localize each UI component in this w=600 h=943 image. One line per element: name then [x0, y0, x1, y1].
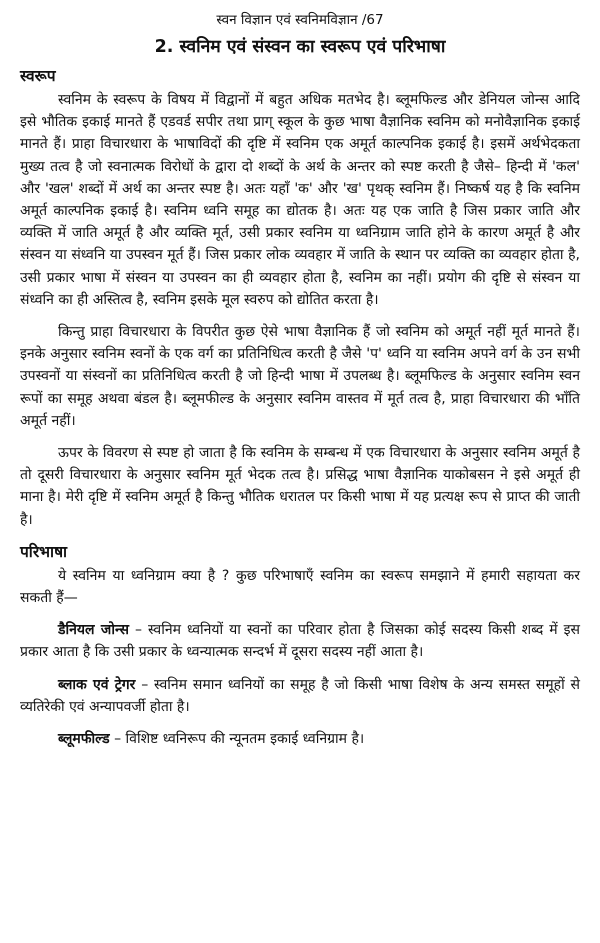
definition-daniel-jones	[20, 619, 580, 663]
running-head: स्वन विज्ञान एवं स्वनिमविज्ञान /67	[216, 12, 384, 28]
definition-bloomfield	[20, 728, 580, 750]
paragraph: ऊपर के विवरण से स्पष्ट हो जाता है कि स्वनिम के सम्बन्ध में एक विचारधारा के अनुसार स्वनिम अमूर्त है तो दूसरी विचारधारा के अनुसार स्वनिम मूर्त भेदक तत्व है। प्रसिद्ध भाषा वैज्ञानिक याकोबसन ने इसे अमूर्त ही माना है। मेरी दृष्टि में स्वनिम अमूर्त है किन्तु भौतिक धरातल पर किसी भाषा में यह प्रत्यक्ष रूप से प्राप्त की जाती है।	[20, 445, 580, 528]
section-heading-swaroop: स्वरूप	[20, 67, 56, 85]
definition-text: – स्वनिम समान ध्वनियों का समूह है जो किसी भाषा विशेष के अन्य समस्त समूहों से व्यतिरेकी एवं अन्यापवर्जी होता है।	[20, 676, 580, 715]
section-heading-paribhasha: परिभाषा	[20, 542, 68, 561]
chapter-title: 2. स्वनिम एवं संस्वन का स्वरूप एवं परिभाषा	[154, 37, 446, 57]
definition-text: – विशिष्ट ध्वनिरूप की न्यूनतम इकाई ध्वनिग्राम है।	[109, 731, 365, 748]
definition-text: – स्वनिम ध्वनियों या स्वनों का परिवार होता है जिसका कोई सदस्य किसी शब्द में इस प्रकार आता है कि उसी प्रकार के ध्वन्यात्मक सन्दर्भ में दूसरा सदस्य नहीं आता है।	[20, 622, 581, 661]
definition-term: ब्लूमफील्ड	[58, 731, 110, 748]
paragraph: किन्तु प्राहा विचारधारा के विपरीत कुछ ऐसे भाषा वैज्ञानिक हैं जो स्वनिम को अमूर्त नहीं मूर्त मानते हैं। इनके अनुसार स्वनिम स्वनों के एक वर्ग का प्रतिनिधित्व करती है जैसे 'प' ध्वनि या स्वनिम अपने वर्ग के उन सभी उपस्वनों या संस्वनों का प्रतिनिधित्व करती है जो हिन्दी भाषा में उपलब्ध है। ब्लूमफिल्ड के अनुसार स्वनिम स्वन रूपों का समूह अथवा बंडल है। ब्लूमफील्ड के अनुसार स्वनिम वास्तव में मूर्त तत्व है, प्राहा विचारधारा की भाँति अमूर्त नहीं।	[20, 324, 580, 429]
definition-bloch-trager	[20, 674, 580, 718]
definition-term: डैनियल जोन्स	[58, 622, 129, 639]
paragraph: स्वनिम के स्वरूप के विषय में विद्वानों में बहुत अधिक मतभेद है। ब्लूमफिल्ड और डेनियल जोन्स आदि इसे भौतिक इकाई मानते हैं एडवर्ड सपीर तथा प्राग् स्कूल के कुछ भाषा वैज्ञानिक स्वनिम को मनोवैज्ञानिक इकाई मानते हैं। प्राहा विचारधारा के भाषाविदों की दृष्टि में स्वनिम एक अमूर्त काल्पनिक इकाई है। इसमें अर्थभेदकता मुख्य तत्व है जो स्वनात्मक विरोधों के द्वारा दो शब्दों के अर्थ के अन्तर को स्पष्ट करती है जैसे– हिन्दी में 'कल' और 'खल' शब्दों में अर्थ का अन्तर स्पष्ट है। अतः यहाँ 'क' और 'ख' पृथक् स्वनिम हैं। निष्कर्ष यह है कि स्वनिम अमूर्त काल्पनिक इकाई है। स्वनिम ध्वनि समूह का द्योतक है। अतः यह एक जाति है जिस प्रकार जाति और व्यक्ति में जाति अमूर्त है और व्यक्ति मूर्त, उसी प्रकार स्वनिम या ध्वनिग्राम जाति होने के कारण अमूर्त है और संस्वन या संध्वनि या उपस्वन मूर्त हैं। जिस प्रकार लोक व्यवहार में जाति के स्थान पर व्यक्ति का व्यवहार होता है, उसी प्रकार भाषा में संस्वन या उपस्वन का ही व्यवहार होता है, स्वनिम का नहीं। प्रयोग की दृष्टि से संस्वन या संध्वनि का ही अस्तित्व है, स्वनिम इसके मूल स्वरुप को द्योतित करता है।	[20, 92, 580, 308]
definition-term: ब्लाक एवं ट्रेगर	[58, 676, 136, 693]
definitions-intro: ये स्वनिम या ध्वनिग्राम क्या है ? कुछ परिभाषाएँ स्वनिम का स्वरूप समझाने में हमारी सहायता कर सकती हैं—	[20, 567, 580, 607]
